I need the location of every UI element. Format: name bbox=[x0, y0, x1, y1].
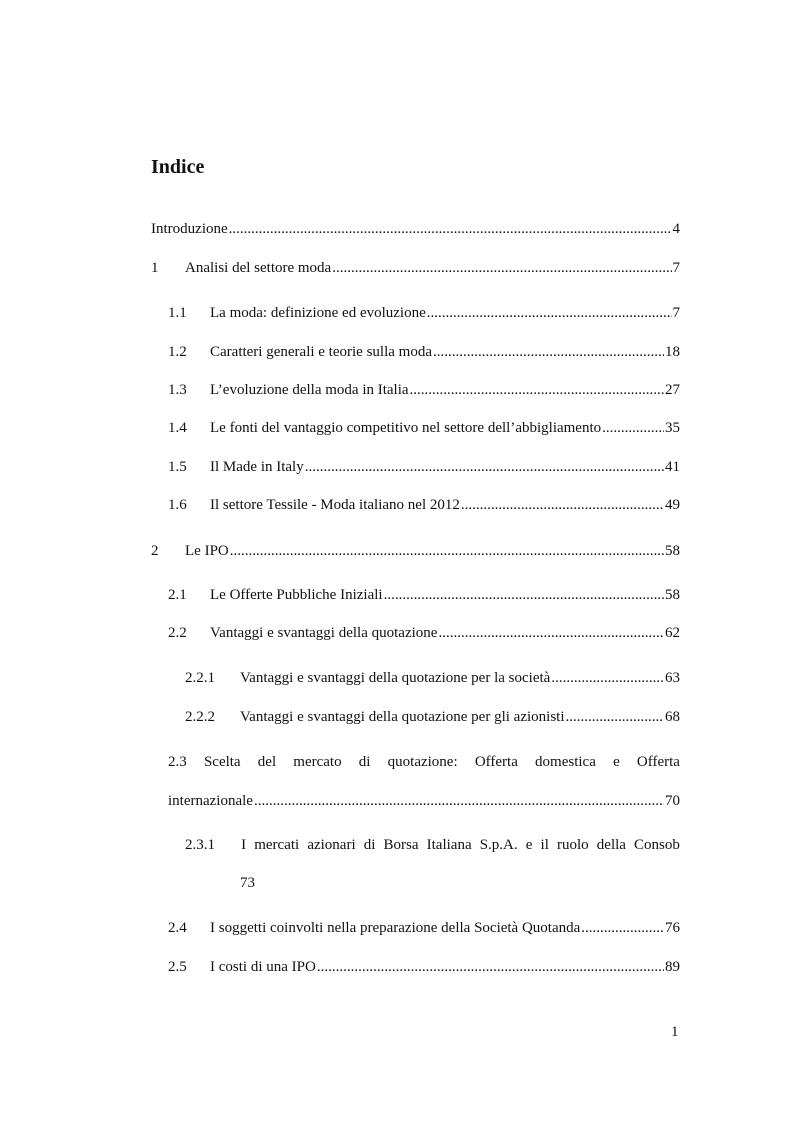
dot-leader bbox=[551, 668, 664, 688]
toc-entry-number: 2.1 bbox=[168, 587, 187, 603]
toc-entry-2-1[interactable] bbox=[168, 585, 680, 605]
toc-entry-introduzione[interactable] bbox=[151, 219, 680, 239]
toc-entry-chapter-2[interactable] bbox=[151, 541, 680, 561]
toc-entry-word: S.p.A. bbox=[479, 837, 518, 853]
toc-entry-text: La moda: definizione ed evoluzione bbox=[210, 305, 426, 321]
toc-entry-number: 2.2.1 bbox=[185, 670, 215, 686]
toc-entry-word: del bbox=[257, 754, 277, 770]
toc-entry-page: 70 bbox=[665, 793, 680, 809]
dot-leader bbox=[317, 957, 664, 977]
toc-entry-text: I costi di una IPO bbox=[210, 959, 316, 975]
toc-entry-page: 7 bbox=[672, 305, 680, 321]
dot-leader bbox=[230, 541, 664, 561]
toc-entry-page: 73 bbox=[240, 875, 255, 891]
toc-entry-word: il bbox=[540, 837, 549, 853]
toc-entry-number: 1.6 bbox=[168, 497, 187, 513]
toc-entry-word: della bbox=[596, 837, 626, 853]
toc-entry-text: Il Made in Italy bbox=[210, 459, 304, 475]
toc-entry-page: 89 bbox=[665, 959, 680, 975]
toc-entry-1-2[interactable] bbox=[168, 342, 680, 362]
dot-leader bbox=[427, 303, 672, 323]
dot-leader bbox=[566, 707, 665, 727]
dot-leader bbox=[438, 623, 664, 643]
toc-entry-word: domestica bbox=[535, 754, 596, 770]
toc-entry-text: Il settore Tessile - Moda italiano nel 2012 bbox=[210, 497, 460, 513]
toc-entry-word: Offerta bbox=[474, 754, 518, 770]
toc-entry-word: e bbox=[525, 837, 533, 853]
toc-entry-word: Borsa bbox=[383, 837, 419, 853]
toc-entry-2-3-1[interactable] bbox=[185, 835, 680, 855]
toc-entry-page: 76 bbox=[665, 920, 680, 936]
toc-entry-page: 68 bbox=[665, 709, 680, 725]
toc-entry-page: 63 bbox=[665, 670, 680, 686]
toc-entry-word: Offerta bbox=[636, 754, 680, 770]
dot-leader bbox=[384, 585, 664, 605]
toc-entry-number: 1.3 bbox=[168, 382, 187, 398]
dot-leader bbox=[229, 219, 672, 239]
toc-entry-text: Vantaggi e svantaggi della quotazione per gli azionisti bbox=[240, 709, 565, 725]
toc-entry-text: Le Offerte Pubbliche Iniziali bbox=[210, 587, 383, 603]
toc-entry-word: Scelta bbox=[203, 754, 241, 770]
toc-entry-number: 1.1 bbox=[168, 305, 187, 321]
toc-entry-text: Vantaggi e svantaggi della quotazione bbox=[210, 625, 438, 641]
toc-entry-word: quotazione: bbox=[387, 754, 458, 770]
toc-entry-page: 27 bbox=[665, 382, 680, 398]
toc-entry-word: e bbox=[613, 754, 620, 770]
toc-entry-page: 18 bbox=[665, 344, 680, 360]
toc-entry-text: I soggetti coinvolti nella preparazione della Società Quotanda bbox=[210, 920, 581, 936]
toc-entry-2-2-1[interactable] bbox=[185, 668, 680, 688]
toc-entry-text: Analisi del settore moda bbox=[185, 260, 332, 276]
toc-entry-text: Le fonti del vantaggio competitivo nel settore dell’abbigliamento bbox=[210, 420, 602, 436]
toc-entry-word: ruolo bbox=[557, 837, 589, 853]
toc-entry-number: 2.2.2 bbox=[185, 709, 215, 725]
toc-entry-page: 7 bbox=[672, 260, 680, 276]
toc-entry-2-2-2[interactable] bbox=[185, 707, 680, 727]
toc-entry-word: mercato bbox=[293, 754, 342, 770]
toc-entry-page: 4 bbox=[672, 221, 680, 237]
toc-entry-number: 1.2 bbox=[168, 344, 187, 360]
toc-entry-1-3[interactable] bbox=[168, 380, 680, 400]
toc-entry-word: Italiana bbox=[426, 837, 472, 853]
toc-entry-page: 58 bbox=[665, 543, 680, 559]
dot-leader bbox=[581, 918, 664, 938]
page-title: Indice bbox=[151, 156, 205, 178]
toc-entry-number: 2.2 bbox=[168, 625, 187, 641]
toc-entry-page: 41 bbox=[665, 459, 680, 475]
toc-entry-word: Consob bbox=[634, 837, 680, 853]
toc-entry-1-4[interactable] bbox=[168, 418, 680, 438]
dot-leader bbox=[433, 342, 664, 362]
toc-entry-text: internazionale bbox=[168, 793, 253, 809]
toc-entry-text: Vantaggi e svantaggi della quotazione per la società bbox=[240, 670, 551, 686]
toc-entry-page: 35 bbox=[665, 420, 680, 436]
dot-leader bbox=[332, 258, 671, 278]
toc-entry-text: Introduzione bbox=[151, 221, 228, 237]
toc-entry-text: Le IPO bbox=[185, 543, 229, 559]
dot-leader bbox=[254, 791, 664, 811]
toc-entry-number: 2 bbox=[151, 543, 159, 559]
toc-entry-2-2[interactable] bbox=[168, 623, 680, 643]
toc-entry-number: 1 bbox=[151, 260, 159, 276]
toc-entry-word: di bbox=[363, 837, 376, 853]
dot-leader bbox=[410, 380, 664, 400]
toc-entry-1-6[interactable] bbox=[168, 495, 680, 515]
toc-entry-word: azionari bbox=[307, 837, 356, 853]
toc-entry-number: 2.3.1 bbox=[185, 837, 215, 853]
page-number: 1 bbox=[671, 1024, 679, 1040]
toc-entry-page: 49 bbox=[665, 497, 680, 513]
toc-entry-chapter-1[interactable] bbox=[151, 258, 680, 278]
toc-entry-text: L’evoluzione della moda in Italia bbox=[210, 382, 409, 398]
toc-entry-page: 62 bbox=[665, 625, 680, 641]
toc-entry-word: mercati bbox=[254, 837, 300, 853]
toc-entry-2-3-continuation[interactable] bbox=[168, 791, 680, 811]
toc-entry-1-5[interactable] bbox=[168, 457, 680, 477]
toc-entry-number: 2.4 bbox=[168, 920, 187, 936]
dot-leader bbox=[305, 457, 664, 477]
toc-entry-2-3[interactable] bbox=[168, 752, 680, 772]
toc-entry-word: I bbox=[241, 837, 247, 853]
toc-entry-number: 2.5 bbox=[168, 959, 187, 975]
dot-leader bbox=[461, 495, 664, 515]
toc-entry-word: di bbox=[358, 754, 371, 770]
toc-entry-2-4[interactable] bbox=[168, 918, 680, 938]
toc-entry-number: 1.5 bbox=[168, 459, 187, 475]
toc-entry-page: 58 bbox=[665, 587, 680, 603]
toc-entry-text: Caratteri generali e teorie sulla moda bbox=[210, 344, 432, 360]
toc-entry-number: 2.3 bbox=[168, 754, 187, 770]
toc-entry-1-1[interactable] bbox=[168, 303, 680, 323]
toc-entry-number: 1.4 bbox=[168, 420, 187, 436]
toc-entry-2-5[interactable] bbox=[168, 957, 680, 977]
dot-leader bbox=[602, 418, 664, 438]
